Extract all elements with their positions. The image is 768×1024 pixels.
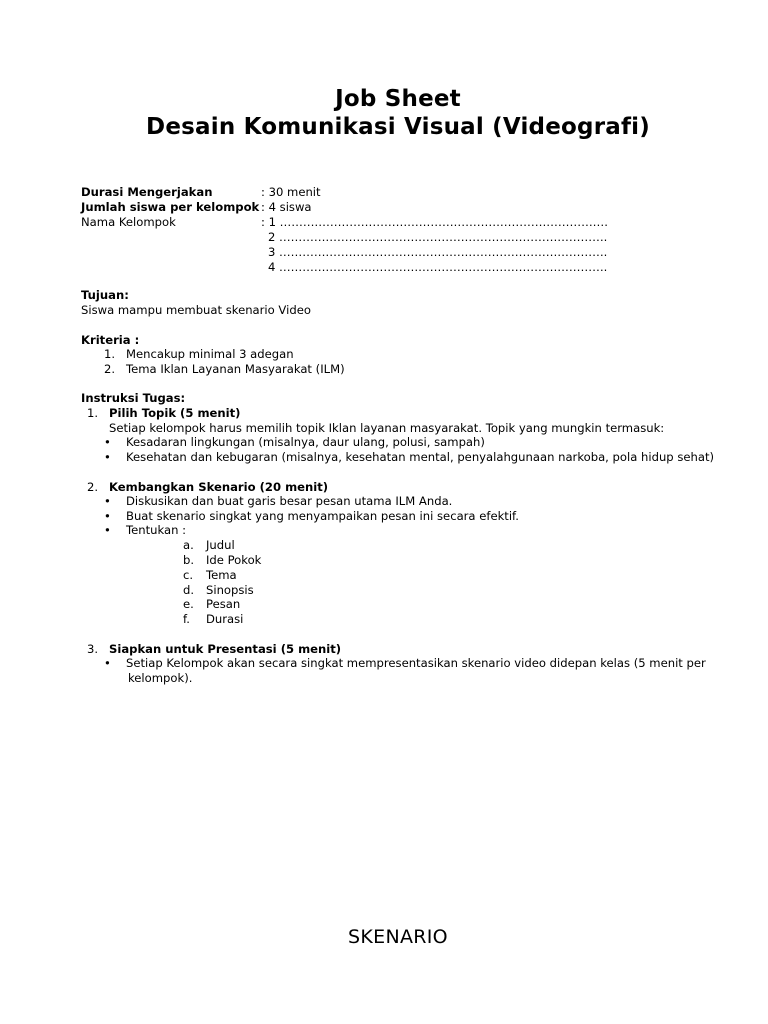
kriteria-item-1: Mencakup minimal 3 adegan (126, 347, 294, 361)
tujuan-heading: Tujuan: (81, 288, 129, 302)
step-1-desc: Setiap kelompok harus memilih topik Iklan layanan masyarakat. Topik yang mungkin termasuk: (109, 421, 665, 435)
step-1-title: Pilih Topik (5 menit) (109, 406, 241, 420)
sub-item-letter-f: f. (183, 612, 190, 626)
bullet-icon: • (104, 523, 111, 537)
step-1-bullet-1: Kesadaran lingkungan (misalnya, daur ulang, polusi, sampah) (126, 435, 485, 449)
bullet-icon: • (104, 656, 111, 670)
sub-item-letter-c: c. (183, 568, 194, 582)
sub-item-letter-a: a. (183, 538, 194, 552)
sub-item-ide-pokok: Ide Pokok (206, 553, 262, 567)
step-1-number: 1. (87, 406, 99, 420)
step-3-bullet-line-1: Setiap Kelompok akan secara singkat mempresentasikan skenario video didepan kelas (5 menit per (126, 656, 706, 670)
step-2-bullet-3: Tentukan : (126, 523, 187, 537)
bullet-icon: • (104, 494, 111, 508)
step-2-bullet-2: Buat skenario singkat yang menyampaikan pesan ini secara efektif. (126, 509, 519, 523)
kriteria-heading: Kriteria : (81, 333, 140, 347)
step-3-number: 3. (87, 642, 99, 656)
page-title-line1: Job Sheet (335, 86, 461, 112)
page-title-line2: Desain Komunikasi Visual (Videografi) (146, 114, 650, 140)
durasi-value: : 30 menit (261, 185, 321, 199)
sub-item-letter-b: b. (183, 553, 195, 567)
nama-line-1: : 1 …………………………………………………………………………. (261, 215, 608, 229)
sub-item-letter-d: d. (183, 583, 195, 597)
step-2-bullet-1: Diskusikan dan buat garis besar pesan utama ILM Anda. (126, 494, 453, 508)
kriteria-item-2: Tema Iklan Layanan Masyarakat (ILM) (126, 362, 345, 376)
step-2-title: Kembangkan Skenario (20 menit) (109, 480, 329, 494)
bullet-icon: • (104, 435, 111, 449)
sub-item-sinopsis: Sinopsis (206, 583, 254, 597)
sub-item-tema: Tema (206, 568, 237, 582)
bullet-icon: • (104, 509, 111, 523)
skenario-heading: SKENARIO (348, 926, 448, 948)
sub-item-durasi: Durasi (206, 612, 244, 626)
jumlah-value: : 4 siswa (261, 200, 312, 214)
nama-line-3: 3 …………………………………………………………………………. (268, 245, 608, 259)
sub-item-letter-e: e. (183, 597, 194, 611)
sub-item-pesan: Pesan (206, 597, 241, 611)
step-1-bullet-2: Kesehatan dan kebugaran (misalnya, kesehatan mental, penyalahgunaan narkoba, pola hidup sehat) (126, 450, 715, 464)
nama-line-2: 2 …………………………………………………………………………. (268, 230, 608, 244)
tujuan-text: Siswa mampu membuat skenario Video (81, 303, 311, 317)
jumlah-label: Jumlah siswa per kelompok (81, 200, 260, 214)
instruksi-heading: Instruksi Tugas: (81, 391, 186, 405)
nama-line-4: 4 …………………………………………………………………………. (268, 260, 608, 274)
durasi-label: Durasi Mengerjakan (81, 185, 213, 199)
step-2-number: 2. (87, 480, 99, 494)
step-3-title: Siapkan untuk Presentasi (5 menit) (109, 642, 342, 656)
bullet-icon: • (104, 450, 111, 464)
nama-kelompok-label: Nama Kelompok (81, 215, 176, 229)
kriteria-num-2: 2. (104, 362, 116, 376)
step-3-bullet-line-2: kelompok). (128, 671, 193, 685)
kriteria-num-1: 1. (104, 347, 116, 361)
sub-item-judul: Judul (206, 538, 235, 552)
